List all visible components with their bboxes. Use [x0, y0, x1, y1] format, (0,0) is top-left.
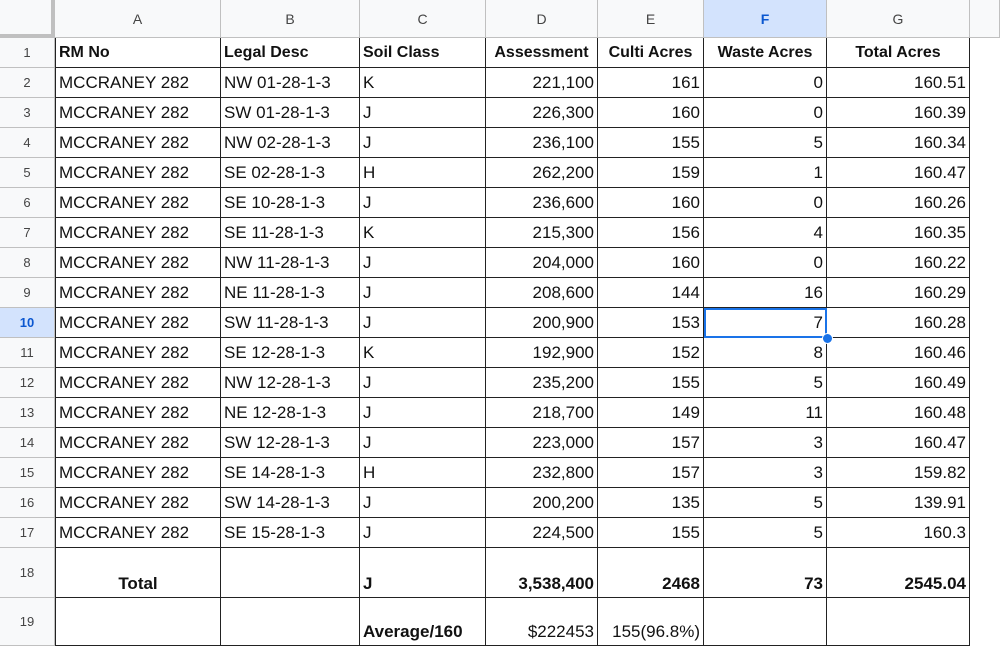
data-cell-r9-4[interactable]: 144	[598, 278, 704, 308]
total-cell-4[interactable]: 2468	[598, 548, 704, 598]
data-cell-r14-2[interactable]: J	[360, 428, 486, 458]
data-cell-r4-1[interactable]: NW 02-28-1-3	[221, 128, 360, 158]
data-cell-r13-1[interactable]: NE 12-28-1-3	[221, 398, 360, 428]
data-cell-r16-6[interactable]: 139.91	[827, 488, 970, 518]
row-header-13[interactable]: 13	[0, 398, 55, 428]
data-cell-r7-0[interactable]: MCCRANEY 282	[55, 218, 221, 248]
header-cell-4[interactable]: Culti Acres	[598, 38, 704, 68]
average-cell-3[interactable]: $222453	[486, 598, 598, 646]
data-cell-r6-3[interactable]: 236,600	[486, 188, 598, 218]
data-cell-r9-6[interactable]: 160.29	[827, 278, 970, 308]
fill-handle[interactable]	[822, 333, 833, 344]
row-header-10[interactable]: 10	[0, 308, 55, 338]
data-cell-r9-2[interactable]: J	[360, 278, 486, 308]
average-cell-1[interactable]	[221, 598, 360, 646]
data-cell-r4-2[interactable]: J	[360, 128, 486, 158]
data-cell-r13-4[interactable]: 149	[598, 398, 704, 428]
data-cell-r13-0[interactable]: MCCRANEY 282	[55, 398, 221, 428]
column-header-g[interactable]: G	[827, 0, 970, 38]
column-header-b[interactable]: B	[221, 0, 360, 38]
data-cell-r6-4[interactable]: 160	[598, 188, 704, 218]
column-header-d[interactable]: D	[486, 0, 598, 38]
data-cell-r10-6[interactable]: 160.28	[827, 308, 970, 338]
column-header-c[interactable]: C	[360, 0, 486, 38]
data-cell-r11-5[interactable]: 8	[704, 338, 827, 368]
data-cell-r7-3[interactable]: 215,300	[486, 218, 598, 248]
data-cell-r15-2[interactable]: H	[360, 458, 486, 488]
data-cell-r7-5[interactable]: 4	[704, 218, 827, 248]
header-cell-6[interactable]: Total Acres	[827, 38, 970, 68]
row-header-11[interactable]: 11	[0, 338, 55, 368]
data-cell-r8-4[interactable]: 160	[598, 248, 704, 278]
row-header-2[interactable]: 2	[0, 68, 55, 98]
data-cell-r14-6[interactable]: 160.47	[827, 428, 970, 458]
data-cell-r3-0[interactable]: MCCRANEY 282	[55, 98, 221, 128]
data-cell-r2-3[interactable]: 221,100	[486, 68, 598, 98]
column-header-e[interactable]: E	[598, 0, 704, 38]
data-cell-r13-3[interactable]: 218,700	[486, 398, 598, 428]
data-cell-r11-0[interactable]: MCCRANEY 282	[55, 338, 221, 368]
data-cell-r12-5[interactable]: 5	[704, 368, 827, 398]
data-cell-r11-1[interactable]: SE 12-28-1-3	[221, 338, 360, 368]
row-header-6[interactable]: 6	[0, 188, 55, 218]
data-cell-r2-0[interactable]: MCCRANEY 282	[55, 68, 221, 98]
data-cell-r14-5[interactable]: 3	[704, 428, 827, 458]
data-cell-r10-4[interactable]: 153	[598, 308, 704, 338]
data-cell-r6-2[interactable]: J	[360, 188, 486, 218]
data-cell-r17-0[interactable]: MCCRANEY 282	[55, 518, 221, 548]
data-cell-r6-6[interactable]: 160.26	[827, 188, 970, 218]
row-header-19[interactable]: 19	[0, 598, 55, 646]
data-cell-r10-2[interactable]: J	[360, 308, 486, 338]
data-cell-r5-3[interactable]: 262,200	[486, 158, 598, 188]
data-cell-r7-1[interactable]: SE 11-28-1-3	[221, 218, 360, 248]
average-cell-6[interactable]	[827, 598, 970, 646]
data-cell-r3-4[interactable]: 160	[598, 98, 704, 128]
data-cell-r9-5[interactable]: 16	[704, 278, 827, 308]
data-cell-r9-3[interactable]: 208,600	[486, 278, 598, 308]
row-header-5[interactable]: 5	[0, 158, 55, 188]
column-header-f[interactable]: F	[704, 0, 827, 38]
data-cell-r16-3[interactable]: 200,200	[486, 488, 598, 518]
data-cell-r16-0[interactable]: MCCRANEY 282	[55, 488, 221, 518]
data-cell-r16-4[interactable]: 135	[598, 488, 704, 518]
data-cell-r2-6[interactable]: 160.51	[827, 68, 970, 98]
data-cell-r13-2[interactable]: J	[360, 398, 486, 428]
data-cell-r9-1[interactable]: NE 11-28-1-3	[221, 278, 360, 308]
data-cell-r13-6[interactable]: 160.48	[827, 398, 970, 428]
header-cell-5[interactable]: Waste Acres	[704, 38, 827, 68]
data-cell-r11-6[interactable]: 160.46	[827, 338, 970, 368]
row-header-16[interactable]: 16	[0, 488, 55, 518]
data-cell-r17-2[interactable]: J	[360, 518, 486, 548]
data-cell-r10-5[interactable]: 7	[704, 308, 827, 338]
header-cell-2[interactable]: Soil Class	[360, 38, 486, 68]
data-cell-r6-1[interactable]: SE 10-28-1-3	[221, 188, 360, 218]
data-cell-r5-0[interactable]: MCCRANEY 282	[55, 158, 221, 188]
data-cell-r17-4[interactable]: 155	[598, 518, 704, 548]
data-cell-r15-3[interactable]: 232,800	[486, 458, 598, 488]
average-cell-0[interactable]	[55, 598, 221, 646]
data-cell-r5-5[interactable]: 1	[704, 158, 827, 188]
data-cell-r10-0[interactable]: MCCRANEY 282	[55, 308, 221, 338]
row-header-7[interactable]: 7	[0, 218, 55, 248]
data-cell-r4-0[interactable]: MCCRANEY 282	[55, 128, 221, 158]
data-cell-r11-4[interactable]: 152	[598, 338, 704, 368]
data-cell-r14-1[interactable]: SW 12-28-1-3	[221, 428, 360, 458]
data-cell-r5-4[interactable]: 159	[598, 158, 704, 188]
column-header-a[interactable]: A	[55, 0, 221, 38]
data-cell-r11-3[interactable]: 192,900	[486, 338, 598, 368]
row-header-15[interactable]: 15	[0, 458, 55, 488]
data-cell-r8-6[interactable]: 160.22	[827, 248, 970, 278]
data-cell-r15-1[interactable]: SE 14-28-1-3	[221, 458, 360, 488]
data-cell-r14-3[interactable]: 223,000	[486, 428, 598, 458]
data-cell-r10-3[interactable]: 200,900	[486, 308, 598, 338]
data-cell-r5-1[interactable]: SE 02-28-1-3	[221, 158, 360, 188]
data-cell-r2-5[interactable]: 0	[704, 68, 827, 98]
data-cell-r4-5[interactable]: 5	[704, 128, 827, 158]
data-cell-r8-1[interactable]: NW 11-28-1-3	[221, 248, 360, 278]
data-cell-r15-0[interactable]: MCCRANEY 282	[55, 458, 221, 488]
data-cell-r10-1[interactable]: SW 11-28-1-3	[221, 308, 360, 338]
data-cell-r16-2[interactable]: J	[360, 488, 486, 518]
row-header-17[interactable]: 17	[0, 518, 55, 548]
data-cell-r12-6[interactable]: 160.49	[827, 368, 970, 398]
data-cell-r4-4[interactable]: 155	[598, 128, 704, 158]
data-cell-r17-5[interactable]: 5	[704, 518, 827, 548]
total-cell-0[interactable]: Total	[55, 548, 221, 598]
data-cell-r12-0[interactable]: MCCRANEY 282	[55, 368, 221, 398]
data-cell-r2-4[interactable]: 161	[598, 68, 704, 98]
average-cell-5[interactable]	[704, 598, 827, 646]
data-cell-r8-3[interactable]: 204,000	[486, 248, 598, 278]
header-cell-1[interactable]: Legal Desc	[221, 38, 360, 68]
data-cell-r3-5[interactable]: 0	[704, 98, 827, 128]
row-header-9[interactable]: 9	[0, 278, 55, 308]
data-cell-r5-2[interactable]: H	[360, 158, 486, 188]
data-cell-r3-2[interactable]: J	[360, 98, 486, 128]
data-cell-r16-5[interactable]: 5	[704, 488, 827, 518]
row-header-14[interactable]: 14	[0, 428, 55, 458]
data-cell-r7-4[interactable]: 156	[598, 218, 704, 248]
data-cell-r12-1[interactable]: NW 12-28-1-3	[221, 368, 360, 398]
data-cell-r17-1[interactable]: SE 15-28-1-3	[221, 518, 360, 548]
data-cell-r14-0[interactable]: MCCRANEY 282	[55, 428, 221, 458]
data-cell-r6-5[interactable]: 0	[704, 188, 827, 218]
data-cell-r15-5[interactable]: 3	[704, 458, 827, 488]
row-header-12[interactable]: 12	[0, 368, 55, 398]
header-cell-3[interactable]: Assessment	[486, 38, 598, 68]
total-cell-5[interactable]: 73	[704, 548, 827, 598]
data-cell-r11-2[interactable]: K	[360, 338, 486, 368]
data-cell-r13-5[interactable]: 11	[704, 398, 827, 428]
total-cell-6[interactable]: 2545.04	[827, 548, 970, 598]
data-cell-r8-5[interactable]: 0	[704, 248, 827, 278]
data-cell-r2-2[interactable]: K	[360, 68, 486, 98]
data-cell-r12-2[interactable]: J	[360, 368, 486, 398]
data-cell-r4-3[interactable]: 236,100	[486, 128, 598, 158]
data-cell-r3-3[interactable]: 226,300	[486, 98, 598, 128]
column-header-filler	[970, 0, 1000, 38]
data-cell-r8-0[interactable]: MCCRANEY 282	[55, 248, 221, 278]
data-cell-r9-0[interactable]: MCCRANEY 282	[55, 278, 221, 308]
data-cell-r3-1[interactable]: SW 01-28-1-3	[221, 98, 360, 128]
data-cell-r14-4[interactable]: 157	[598, 428, 704, 458]
data-cell-r15-4[interactable]: 157	[598, 458, 704, 488]
data-cell-r5-6[interactable]: 160.47	[827, 158, 970, 188]
header-cell-0[interactable]: RM No	[55, 38, 221, 68]
data-cell-r4-6[interactable]: 160.34	[827, 128, 970, 158]
data-cell-r16-1[interactable]: SW 14-28-1-3	[221, 488, 360, 518]
total-cell-1[interactable]	[221, 548, 360, 598]
data-cell-r7-6[interactable]: 160.35	[827, 218, 970, 248]
data-cell-r17-6[interactable]: 160.3	[827, 518, 970, 548]
data-cell-r7-2[interactable]: K	[360, 218, 486, 248]
average-cell-2[interactable]: Average/160	[360, 598, 486, 646]
select-all-corner[interactable]	[0, 0, 55, 38]
row-header-3[interactable]: 3	[0, 98, 55, 128]
average-cell-4[interactable]: 155(96.8%)	[598, 598, 704, 646]
row-header-18[interactable]: 18	[0, 548, 55, 598]
total-cell-2[interactable]: J	[360, 548, 486, 598]
row-header-1[interactable]: 1	[0, 38, 55, 68]
data-cell-r3-6[interactable]: 160.39	[827, 98, 970, 128]
row-header-4[interactable]: 4	[0, 128, 55, 158]
data-cell-r12-3[interactable]: 235,200	[486, 368, 598, 398]
data-cell-r6-0[interactable]: MCCRANEY 282	[55, 188, 221, 218]
data-cell-r12-4[interactable]: 155	[598, 368, 704, 398]
row-header-8[interactable]: 8	[0, 248, 55, 278]
total-cell-3[interactable]: 3,538,400	[486, 548, 598, 598]
data-cell-r8-2[interactable]: J	[360, 248, 486, 278]
data-cell-r15-6[interactable]: 159.82	[827, 458, 970, 488]
data-cell-r2-1[interactable]: NW 01-28-1-3	[221, 68, 360, 98]
data-cell-r17-3[interactable]: 224,500	[486, 518, 598, 548]
